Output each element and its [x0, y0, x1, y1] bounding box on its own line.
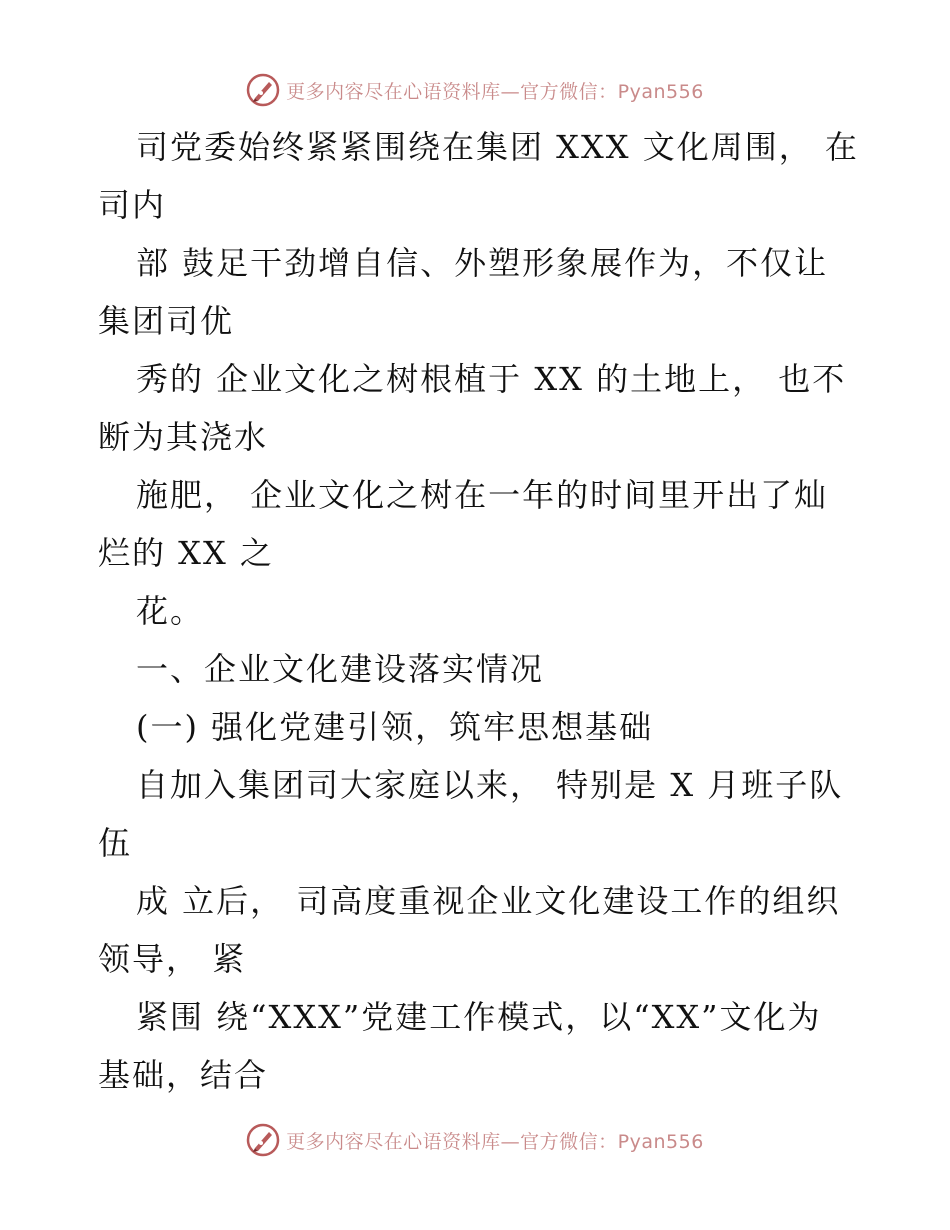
text-line: 紧围 绕“XXX”党建工作模式，以“XX”文化为: [136, 998, 822, 1036]
text-line: 一、企业文化建设落实情况: [136, 650, 545, 688]
text-line: 司党委始终紧紧围绕在集团 XXX 文化周围， 在: [136, 128, 859, 166]
text-line: 伍: [98, 824, 133, 862]
document-body: [98, 118, 858, 1104]
text-line: 施肥， 企业文化之树在一年的时间里开出了灿: [136, 476, 829, 514]
text-line: 集团司优: [98, 302, 235, 340]
watermark-text: 更多内容尽在心语资料库—官方微信：Pyan556: [286, 1130, 704, 1153]
pen-logo-icon: [246, 73, 280, 107]
text-line: 司内: [98, 186, 167, 224]
text-line: (一) 强化党建引领，筑牢思想基础: [136, 708, 654, 746]
text-line: 基础，结合: [98, 1056, 269, 1094]
header-watermark: [0, 70, 950, 110]
text-line: 领导， 紧: [98, 940, 247, 978]
text-line: 部 鼓足干劲增自信、外塑形象展作为，不仅让: [136, 244, 829, 282]
text-line: 成 立后， 司高度重视企业文化建设工作的组织: [136, 882, 841, 920]
text-line: 自加入集团司大家庭以来， 特别是 X 月班子队: [136, 766, 844, 804]
pen-logo-icon: [246, 1123, 280, 1157]
text-line: 花。: [136, 592, 205, 630]
text-line: 断为其浇水: [98, 418, 269, 456]
text-line: 烂的 XX 之: [98, 534, 274, 572]
footer-watermark: [0, 1120, 950, 1160]
watermark-text: 更多内容尽在心语资料库—官方微信：Pyan556: [286, 80, 704, 103]
text-line: 秀的 企业文化之树根植于 XX 的土地上， 也不: [136, 360, 847, 398]
